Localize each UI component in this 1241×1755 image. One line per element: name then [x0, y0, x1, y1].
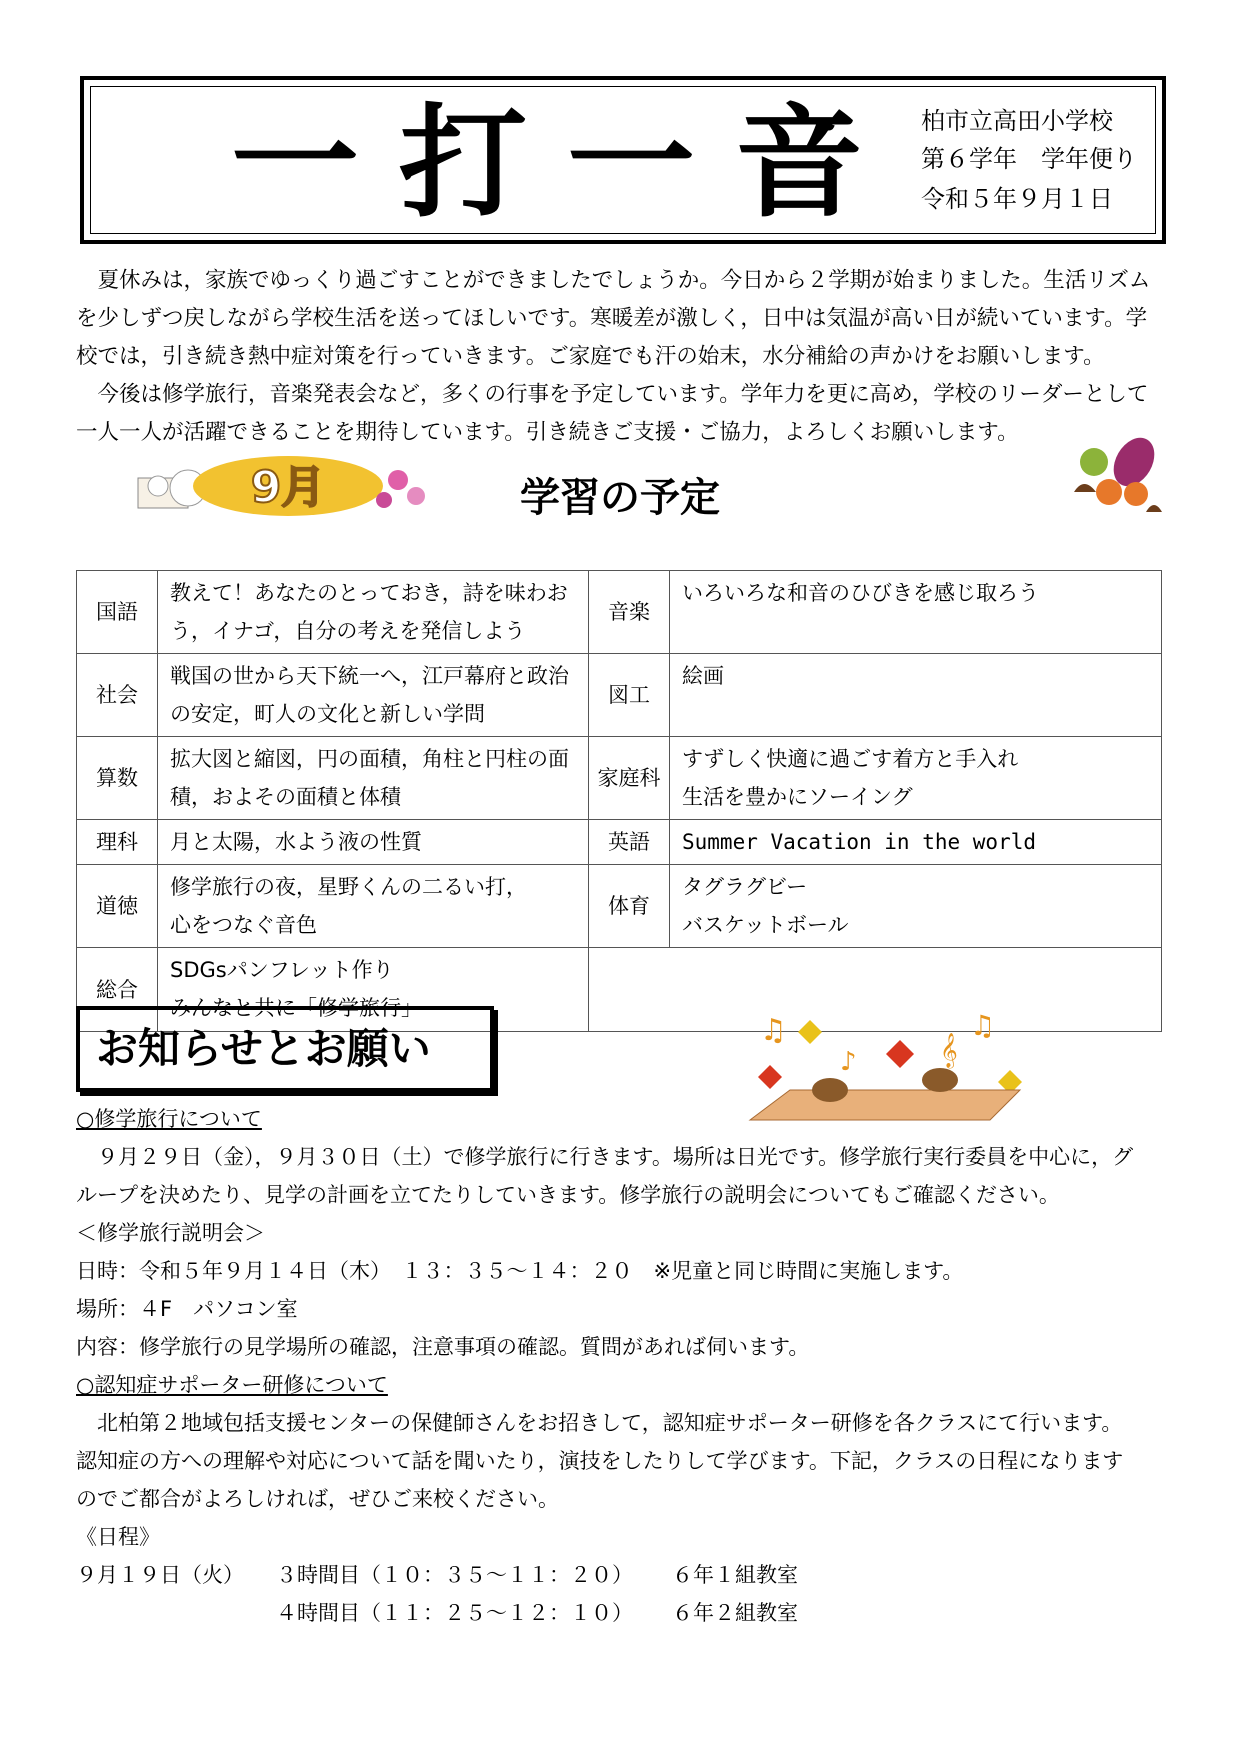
- content-line: タグラグビー: [682, 875, 808, 899]
- content-cell: [670, 865, 1162, 948]
- subject-cell: 体育: [589, 865, 670, 948]
- content-line: SDGsパンフレット作り: [170, 958, 394, 982]
- issue-date: 令和５年９月１日: [921, 185, 1113, 213]
- study-schedule-table: [76, 570, 1162, 1032]
- intro-paragraph-1: 夏休みは，家族でゆっくり過ごすことができましたでしょうか。今日から２学期が始まりました。生活リズムを少しずつ戻しながら学校生活を送ってほしいです。寒暖差が激しく，日中は気温が高い日が続いています。学校では，引き続き熱中症対策を行っていきます。ご家庭でも汗の始末，水分補給の声かけをお願いします。: [76, 268, 1151, 369]
- briefing-date: 日時：令和５年９月１４日（木） １３：３５～１４：２０ ※児童と同じ時間に実施します。: [76, 1259, 964, 1283]
- table-row: [77, 571, 1162, 654]
- dementia-text: 北柏第２地域包括支援センターの保健師さんをお招きして，認知症サポーター研修を各クラスにて行います。: [76, 1411, 1123, 1435]
- content-cell: 月と太陽，水よう液の性質: [158, 820, 589, 865]
- subject-cell: 国語: [77, 571, 158, 654]
- subject-cell: 道徳: [77, 865, 158, 948]
- subject-cell: 総合: [77, 948, 158, 1032]
- content-line: 修学旅行の夜，星野くんの二るい打，: [170, 875, 527, 899]
- slot2-room: ６年２組教室: [672, 1601, 798, 1625]
- newsletter-title: 一打一音: [231, 91, 904, 235]
- briefing-title: ＜修学旅行説明会＞: [76, 1221, 265, 1245]
- content-line: 生活を豊かにソーイング: [682, 785, 913, 809]
- svg-text:♪: ♪: [840, 1047, 857, 1077]
- notice-section-title: お知らせとお願い: [76, 1006, 494, 1092]
- table-row: [77, 865, 1162, 948]
- subject-cell: 音楽: [589, 571, 670, 654]
- trip-heading: ○修学旅行について: [76, 1107, 262, 1131]
- subject-cell: 英語: [589, 820, 670, 865]
- subject-cell: 理科: [77, 820, 158, 865]
- content-cell: [670, 737, 1162, 820]
- dementia-text: のでご都合がよろしければ，ぜひご来校ください。: [76, 1487, 559, 1511]
- content-cell: [158, 865, 589, 948]
- header-inner-frame: [90, 86, 1156, 234]
- autumn-food-icon: [1064, 432, 1164, 522]
- schedule-title: 《日程》: [76, 1525, 160, 1549]
- school-name: 柏市立高田小学校: [921, 107, 1113, 135]
- subject-cell: 図工: [589, 654, 670, 737]
- slot1-time: ３時間目（１０：３５～１１：２０）: [276, 1563, 633, 1587]
- dementia-heading: ○認知症サポーター研修について: [76, 1373, 388, 1397]
- briefing-content: 内容：修学旅行の見学場所の確認，注意事項の確認。質問があれば伺います。: [76, 1335, 810, 1359]
- table-row: [77, 737, 1162, 820]
- subject-cell: 家庭科: [589, 737, 670, 820]
- svg-text:♫: ♫: [970, 1010, 996, 1042]
- table-row: [77, 820, 1162, 865]
- study-schedule-title: 学習の予定: [520, 475, 720, 521]
- subject-cell: 算数: [77, 737, 158, 820]
- slot2-time: ４時間目（１１：２５～１２：１０）: [276, 1601, 633, 1625]
- content-line: バスケットボール: [682, 913, 849, 937]
- content-cell: 絵画: [670, 654, 1162, 737]
- briefing-place: 場所：４F パソコン室: [76, 1297, 298, 1321]
- content-cell: 戦国の世から天下統一へ，江戸幕府と政治の安定，町人の文化と新しい学問: [158, 654, 589, 737]
- month-label: 9月: [250, 462, 326, 513]
- content-line: 心をつなぐ音色: [170, 913, 317, 937]
- header-frame: [80, 76, 1166, 244]
- september-banner-image: [128, 450, 438, 520]
- subject-cell: 社会: [77, 654, 158, 737]
- schedule-day: ９月１９日（火）: [76, 1563, 244, 1587]
- svg-text:♫: ♫: [760, 1013, 787, 1048]
- grade-newsletter-label: 第６学年 学年便り: [921, 145, 1137, 173]
- content-cell: いろいろな和音のひびきを感じ取ろう: [670, 571, 1162, 654]
- dementia-text: 認知症の方への理解や対応について話を聞いたり，演技をしたりして学びます。下記，クラスの日程になります: [76, 1449, 1124, 1473]
- svg-text:𝄞: 𝄞: [940, 1033, 958, 1068]
- content-cell: Summer Vacation in the world: [670, 820, 1162, 865]
- content-cell: 拡大図と縮図，円の面積，角柱と円柱の面積，およその面積と体積: [158, 737, 589, 820]
- trip-text: ループを決めたり、見学の計画を立てたりしていきます。修学旅行の説明会についてもご確認ください。: [76, 1183, 1060, 1207]
- table-row: [77, 654, 1162, 737]
- content-line: みんなと共に「修学旅行」: [170, 996, 422, 1020]
- trip-text: ９月２９日（金），９月３０日（土）で修学旅行に行きます。場所は日光です。修学旅行実行委員を中心に，グ: [76, 1145, 1134, 1169]
- slot1-room: ６年１組教室: [672, 1563, 798, 1587]
- content-line: すずしく快適に過ごす着方と手入れ: [682, 747, 1019, 771]
- content-cell: 教えて！あなたのとっておき，詩を味わおう，イナゴ，自分の考えを発信しよう: [158, 571, 589, 654]
- intro-paragraph-2: 今後は修学旅行，音楽発表会など，多くの行事を予定しています。学年力を更に高め，学校のリーダーとして一人一人が活躍できることを期待しています。引き続きご支援・ご協力，よろしくお願いします。: [76, 382, 1149, 445]
